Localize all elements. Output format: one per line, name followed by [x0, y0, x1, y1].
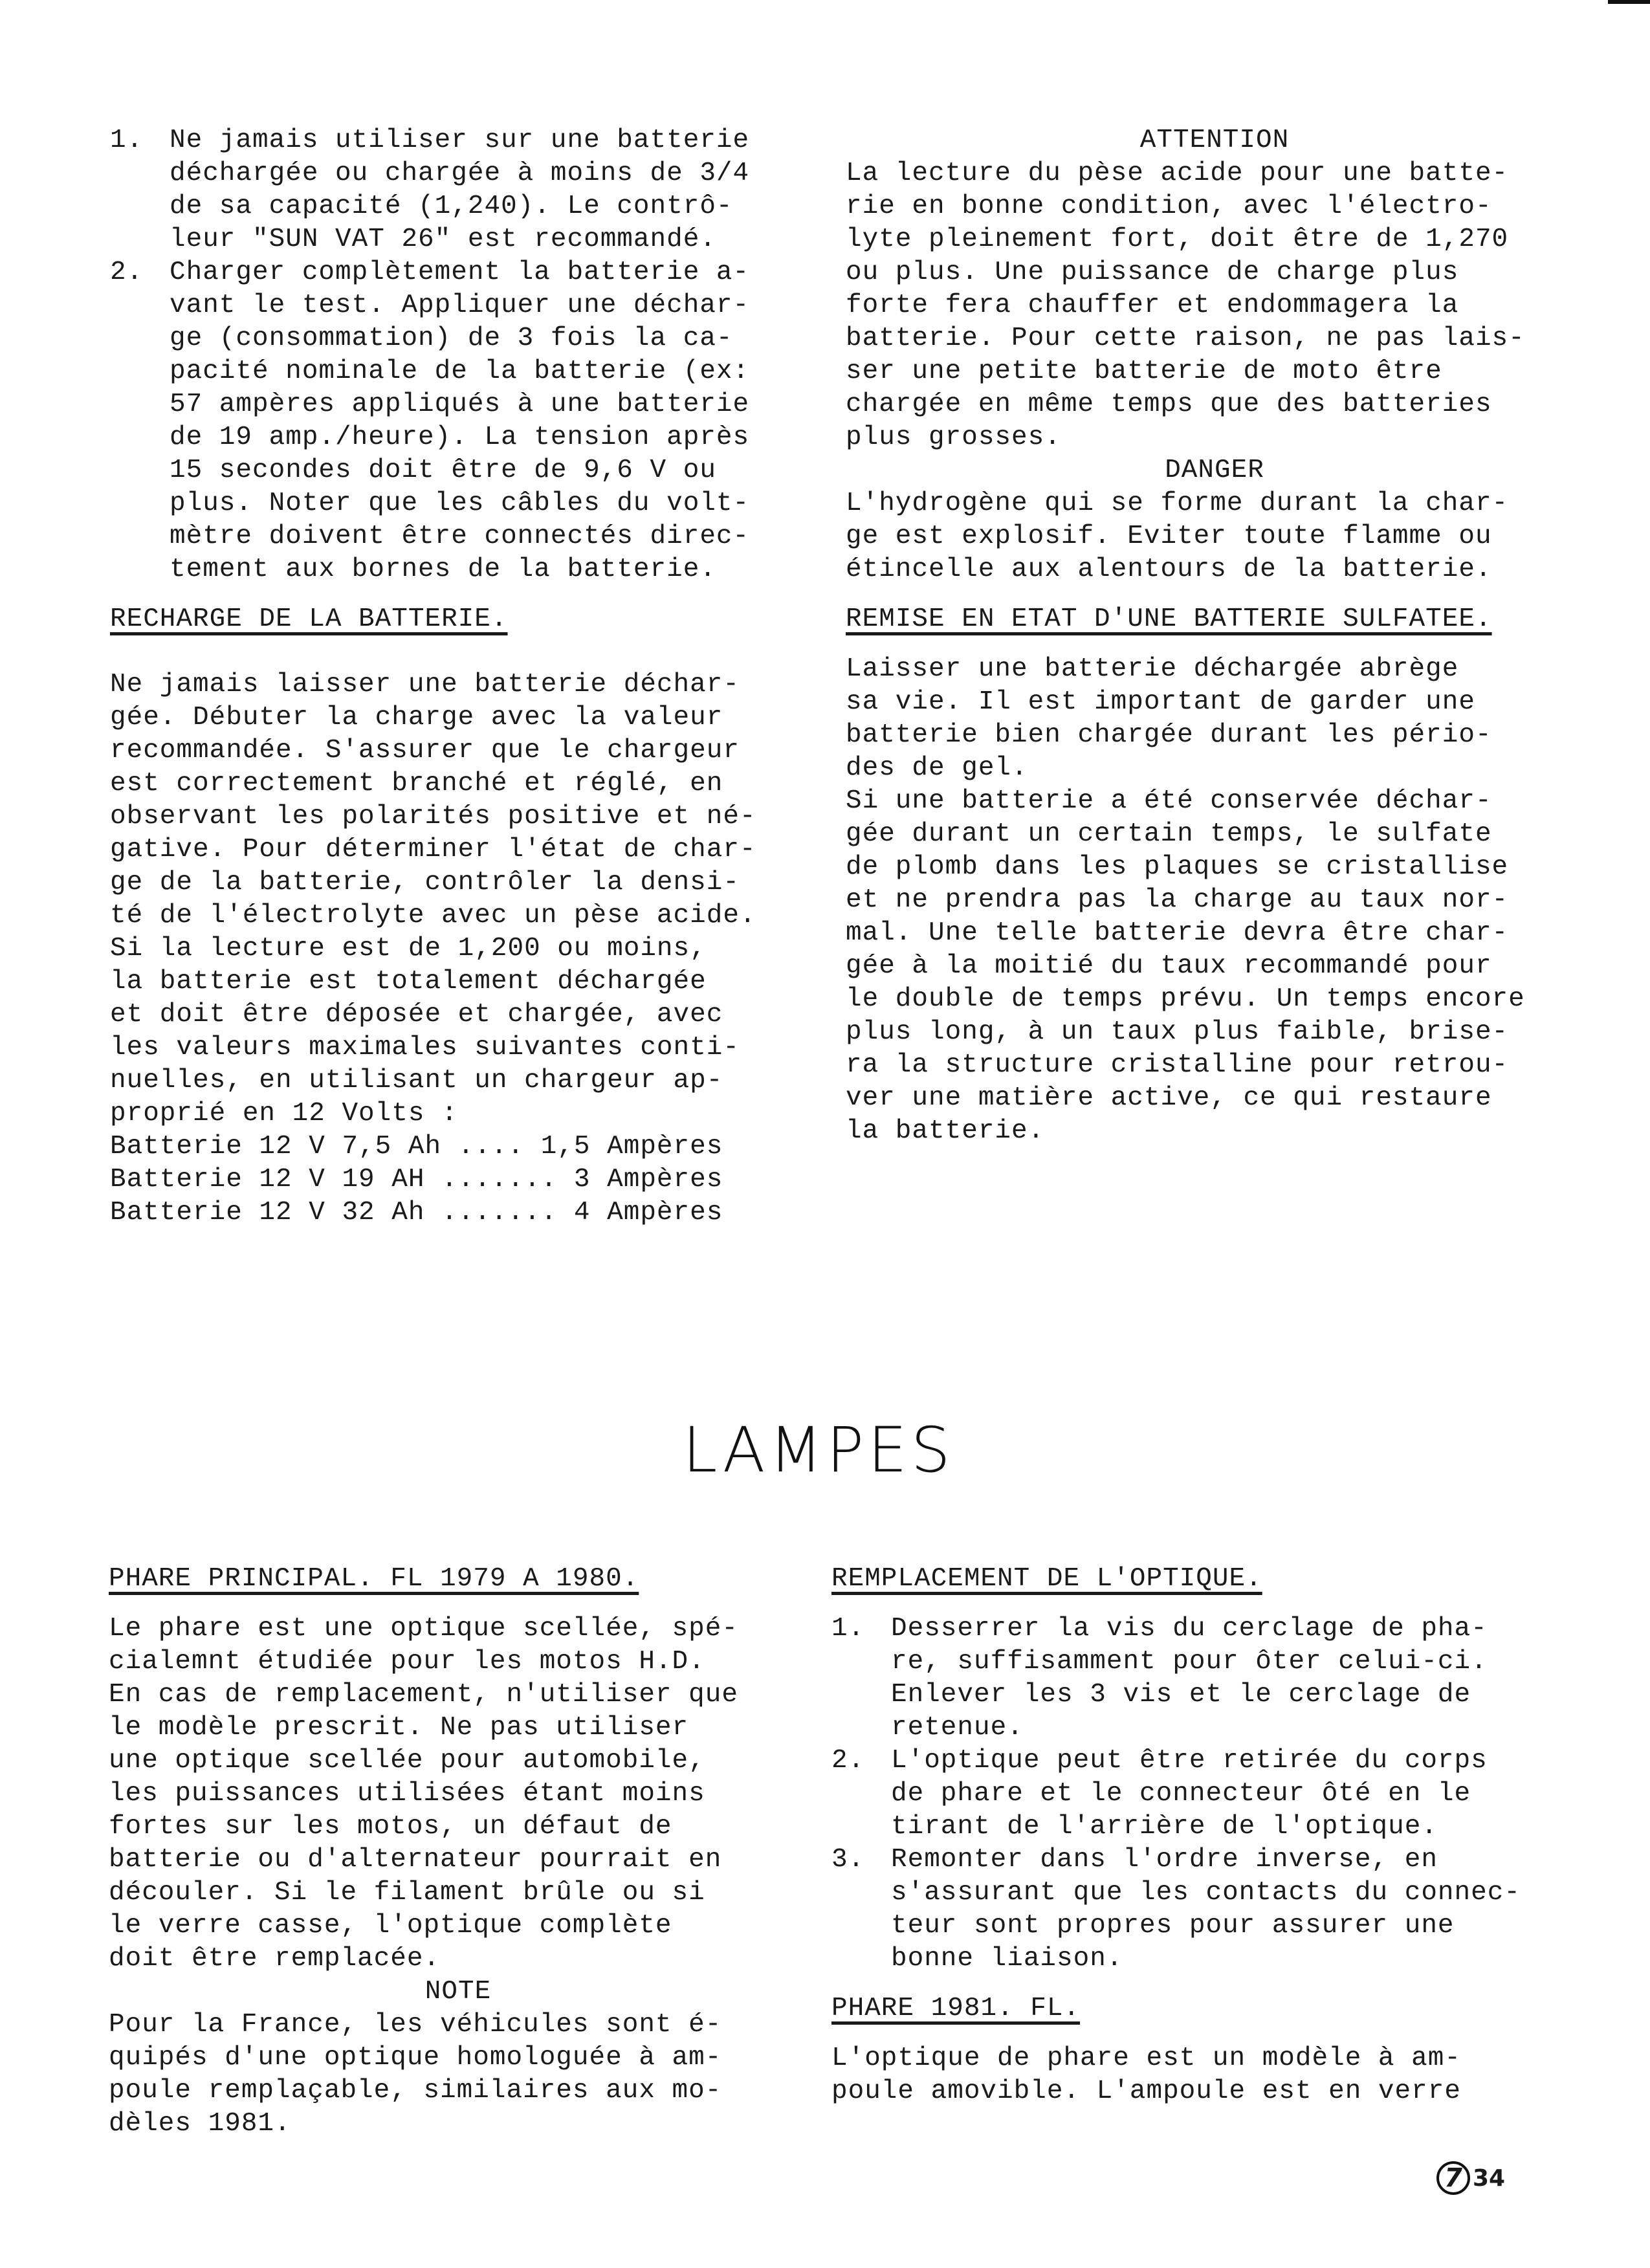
- danger-label: DANGER: [1165, 456, 1264, 485]
- headlight-1981-paragraph: [831, 2042, 1582, 2108]
- text-line: fortes sur les motos, un défaut de: [109, 1812, 672, 1842]
- recharge-paragraph: [110, 668, 809, 1130]
- text-line: Pour la France, les véhicules sont é-: [109, 2010, 722, 2040]
- text-line: batterie ou d'alternateur pourrait en: [109, 1845, 722, 1875]
- text-line: retenue.: [891, 1713, 1024, 1743]
- attention-paragraph: [846, 157, 1583, 454]
- attention-label: ATTENTION: [1139, 126, 1290, 155]
- text-line: tirant de l'arrière de l'optique.: [891, 1812, 1438, 1842]
- section-heading-main-headlight: PHARE PRINCIPAL. FL 1979 A 1980.: [109, 1564, 639, 1594]
- text-line: une optique scellée pour automobile,: [109, 1746, 705, 1776]
- note-label: NOTE: [424, 1977, 492, 2007]
- text-line: Si une batterie a été conservée déchar-: [846, 786, 1492, 816]
- charge-rate-table: [110, 1130, 809, 1229]
- text-line: Si la lecture est de 1,200 ou moins,: [110, 934, 707, 963]
- section-heading-recharge: RECHARGE DE LA BATTERIE.: [110, 604, 508, 634]
- text-line: de 19 amp./heure). La tension après: [170, 423, 750, 452]
- list-item: [110, 124, 809, 256]
- text-line: plus. Noter que les câbles du volt-: [170, 489, 750, 518]
- text-line: quipés d'une optique homologuée à am-: [109, 2043, 722, 2073]
- item-number: 2.: [831, 1746, 865, 1776]
- section-title-lampes: LAMPES: [683, 1414, 954, 1486]
- text-line: ver une matière active, ce qui restaure: [846, 1083, 1492, 1113]
- text-line: ge (consommation) de 3 fois la ca-: [170, 324, 733, 353]
- text-line: le modèle prescrit. Ne pas utiliser: [109, 1713, 689, 1743]
- text-line: proprié en 12 Volts :: [110, 1099, 458, 1128]
- text-line: les puissances utilisées étant moins: [109, 1779, 705, 1809]
- scan-corner-mark: [1608, 0, 1650, 4]
- text-line: La lecture du pèse acide pour une batte-: [846, 159, 1509, 188]
- item-number: 2.: [110, 258, 144, 287]
- text-line: Le phare est une optique scellée, spé-: [109, 1614, 738, 1644]
- note-paragraph: [109, 2009, 808, 2141]
- text-line: batterie. Pour cette raison, ne pas lais-: [846, 324, 1525, 353]
- charge-rate-row: Batterie 12 V 19 AH ....... 3 Ampères: [110, 1165, 723, 1195]
- text-line: est correctement branché et réglé, en: [110, 769, 723, 798]
- text-line: mal. Une telle batterie devra être char-: [846, 918, 1509, 948]
- text-line: poule remplaçable, similaires aux mo-: [109, 2076, 722, 2106]
- text-line: doit être remplacée.: [109, 1944, 441, 1974]
- text-line: et doit être déposée et chargée, avec: [110, 1000, 723, 1029]
- text-line: ou plus. Une puissance de charge plus: [846, 258, 1459, 287]
- text-line: mètre doivent être connectés direc-: [170, 522, 750, 551]
- section-heading-headlight-1981: PHARE 1981. FL.: [831, 1994, 1081, 2023]
- text-line: le verre casse, l'optique complète: [109, 1911, 672, 1941]
- text-line: ge est explosif. Eviter toute flamme ou: [846, 522, 1492, 551]
- danger-paragraph: [846, 487, 1583, 586]
- text-line: de plomb dans les plaques se cristallise: [846, 852, 1509, 882]
- text-line: pacité nominale de la batterie (ex:: [170, 357, 750, 386]
- text-line: forte fera chauffer et endommagera la: [846, 291, 1459, 320]
- text-line: recommandée. S'assurer que le chargeur: [110, 736, 740, 765]
- text-line: gée. Débuter la charge avec la valeur: [110, 703, 723, 732]
- text-line: rie en bonne condition, avec l'électro-: [846, 192, 1492, 221]
- text-line: L'hydrogène qui se forme durant la char-: [846, 489, 1509, 518]
- text-line: cialemnt étudiée pour les motos H.D.: [109, 1647, 705, 1677]
- text-line: le double de temps prévu. Un temps encore: [846, 984, 1525, 1014]
- text-line: dèles 1981.: [109, 2109, 291, 2139]
- text-line: re, suffisamment pour ôter celui-ci.: [891, 1647, 1488, 1677]
- text-line: Desserrer la vis du cerclage de pha-: [891, 1614, 1488, 1644]
- text-line: Remonter dans l'ordre inverse, en: [891, 1845, 1438, 1875]
- text-line: Enlever les 3 vis et le cerclage de: [891, 1680, 1471, 1710]
- text-line: tement aux bornes de la batterie.: [170, 555, 716, 584]
- text-line: leur "SUN VAT 26" est recommandé.: [170, 225, 716, 254]
- column-main-headlight: [109, 1563, 808, 2141]
- list-item: [831, 1613, 1582, 1745]
- text-line: Ne jamais laisser une batterie déchar-: [110, 670, 740, 699]
- text-line: teur sont propres pour assurer une: [891, 1911, 1455, 1941]
- page-number-value: 34: [1473, 2164, 1506, 2192]
- item-number: 3.: [831, 1845, 865, 1875]
- text-line: gée durant un certain temps, le sulfate: [846, 819, 1492, 849]
- sulfated-paragraph-1: [846, 653, 1583, 785]
- text-line: la batterie.: [846, 1116, 1045, 1146]
- text-line: gative. Pour déterminer l'état de char-: [110, 835, 756, 864]
- text-line: batterie bien chargée durant les pério-: [846, 720, 1492, 750]
- text-line: et ne prendra pas la charge au taux nor-: [846, 885, 1509, 915]
- text-line: poule amovible. L'ampoule est en verre: [831, 2076, 1461, 2106]
- column-attention-danger: [846, 124, 1583, 1148]
- text-line: Laisser une batterie déchargée abrège: [846, 654, 1459, 684]
- text-line: vant le test. Appliquer une déchar-: [170, 291, 750, 320]
- text-line: té de l'électrolyte avec un pèse acide.: [110, 901, 756, 930]
- text-line: ser une petite batterie de moto être: [846, 357, 1442, 386]
- text-line: sa vie. Il est important de garder une: [846, 687, 1475, 717]
- text-line: L'optique de phare est un modèle à am-: [831, 2043, 1461, 2073]
- text-line: des de gel.: [846, 753, 1028, 783]
- text-line: Ne jamais utiliser sur une batterie: [170, 126, 750, 155]
- section-heading-sulfated-battery: REMISE EN ETAT D'UNE BATTERIE SULFATEE.: [846, 604, 1492, 634]
- text-line: de phare et le connecteur ôté en le: [891, 1779, 1471, 1809]
- text-line: lyte pleinement fort, doit être de 1,270: [846, 225, 1509, 254]
- chapter-circle-icon: 7: [1436, 2161, 1470, 2195]
- list-item: [831, 1745, 1582, 1844]
- list-item: [110, 256, 809, 586]
- text-line: bonne liaison.: [891, 1944, 1123, 1974]
- sulfated-paragraph-2: [846, 785, 1583, 1148]
- text-line: Charger complètement la batterie a-: [170, 258, 750, 287]
- text-line: plus grosses.: [846, 423, 1061, 452]
- headlight-paragraph: [109, 1613, 808, 1976]
- column-battery-test: [110, 124, 809, 1229]
- text-line: ge de la batterie, contrôler la densi-: [110, 868, 740, 897]
- section-heading-optic-replacement: REMPLACEMENT DE L'OPTIQUE.: [831, 1564, 1262, 1594]
- text-line: découler. Si le filament brûle ou si: [109, 1878, 705, 1908]
- text-line: ra la structure cristalline pour retrou-: [846, 1050, 1509, 1080]
- text-line: de sa capacité (1,240). Le contrô-: [170, 192, 733, 221]
- charge-rate-row: Batterie 12 V 32 Ah ....... 4 Ampères: [110, 1198, 723, 1228]
- text-line: observant les polarités positive et né-: [110, 802, 756, 831]
- text-line: L'optique peut être retirée du corps: [891, 1746, 1488, 1776]
- text-line: 57 ampères appliqués à une batterie: [170, 390, 750, 419]
- text-line: gée à la moitié du taux recommandé pour: [846, 951, 1492, 981]
- text-line: les valeurs maximales suivantes conti-: [110, 1033, 740, 1062]
- text-line: déchargée ou chargée à moins de 3/4: [170, 159, 750, 188]
- text-line: la batterie est totalement déchargée: [110, 967, 707, 996]
- text-line: s'assurant que les contacts du connec-: [891, 1878, 1521, 1908]
- charge-rate-row: Batterie 12 V 7,5 Ah .... 1,5 Ampères: [110, 1132, 723, 1162]
- text-line: 15 secondes doit être de 9,6 V ou: [170, 456, 716, 485]
- column-optic-replacement: [831, 1563, 1582, 2108]
- page-number: [1436, 2161, 1505, 2195]
- text-line: chargée en même temps que des batteries: [846, 390, 1492, 419]
- item-number: 1.: [831, 1614, 865, 1644]
- text-line: étincelle aux alentours de la batterie.: [846, 555, 1492, 584]
- item-number: 1.: [110, 126, 144, 155]
- text-line: nuelles, en utilisant un chargeur ap-: [110, 1066, 723, 1095]
- text-line: En cas de remplacement, n'utiliser que: [109, 1680, 738, 1710]
- text-line: plus long, à un taux plus faible, brise-: [846, 1017, 1509, 1047]
- list-item: [831, 1844, 1582, 1976]
